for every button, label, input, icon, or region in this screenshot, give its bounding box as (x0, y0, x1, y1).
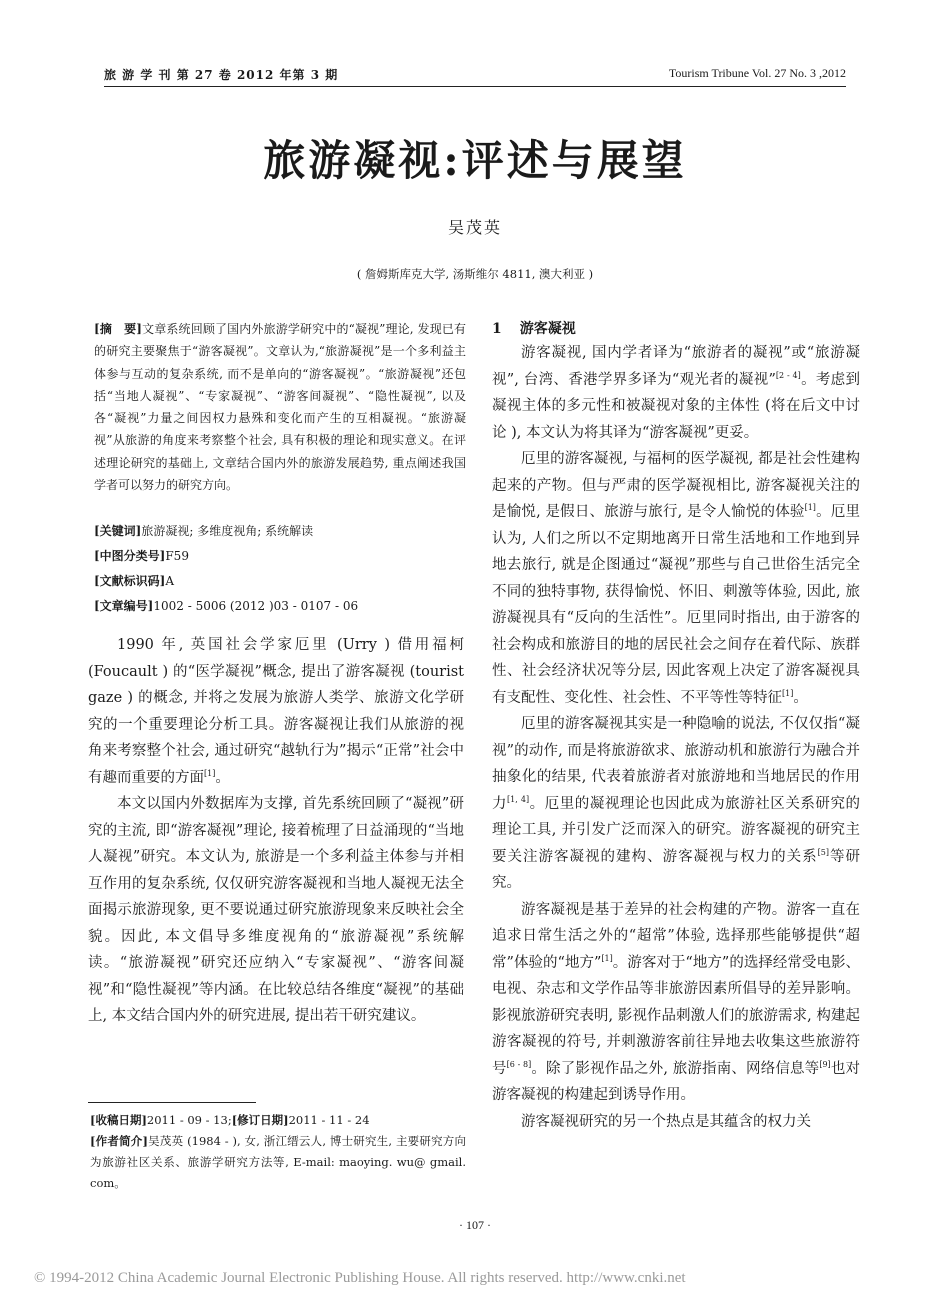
p4b: 。游客对于“地方”的选择经常受电影、电视、杂志和文学作品等非旅游因素所倡导的差异影响。影视旅游研究表明, 影视作品刺激人们的旅游需求, 构建起游客凝视的符号, 并刺激游客前往异地去收集这些旅游符号 (492, 954, 860, 1077)
citation: [1, 4] (507, 794, 530, 804)
section-number: 1 (492, 321, 502, 337)
keywords-line (94, 522, 466, 539)
header-rule (104, 86, 846, 87)
copyright-watermark: © 1994-2012 China Academic Journal Electronic Publishing House. All rights reserved. http://www.cnki.net (34, 1270, 686, 1286)
bio-text: 吴茂英 (1984 - ), 女, 浙江缙云人, 博士研究生, 主要研究方向为旅游社区关系、旅游学研究方法等, E-mail: maoying. wu@ gmail. com。 (90, 1134, 466, 1190)
citation: [1] (601, 953, 613, 963)
section-heading (492, 318, 594, 338)
revised-label: [修订日期] (231, 1113, 289, 1127)
section-title: 游客凝视 (519, 321, 576, 337)
footnote-rule (88, 1102, 256, 1103)
abstract-text: 文章系统回顾了国内外旅游学研究中的“凝视”理论, 发现已有的研究主要聚焦于“游客凝视”。文章认为,“旅游凝视”是一个多利益主体参与互动的复杂系统, 而不是单向的“游客凝视”。“旅游凝视”还包括“当地人凝视”、“专家凝视”、“游客间凝视”、“隐性凝视”, 以及各“凝视”力量之间因权力悬殊和变化而产生的互相凝视。“旅游凝视”从旅游的角度来考察整个社会, 具有积极的理论和现实意义。在评述理论研究的基础上, 文章结合国内外的旅游发展趋势, 重点阐述我国学者可以努力的研究方向。 (94, 322, 466, 493)
article-id-value: 1002 - 5006 (2012 )03 - 0107 - 06 (153, 599, 359, 613)
citation: [5] (817, 847, 829, 857)
citation: [1] (804, 503, 816, 513)
doc-code-line (94, 572, 466, 589)
article-id-line (94, 597, 466, 614)
citation: [2 - 4] (775, 370, 801, 380)
p4c: 。除了影视作品之外, 旅游指南、网络信息等 (531, 1060, 820, 1077)
p3a: 厄里的游客凝视其实是一种隐喻的说法, 不仅仅指“凝视”的动作, 而是将旅游欲求、旅游动机和旅游行为融合并抽象化的结果, 代表着旅游者对旅游地和当地居民的作用力 (492, 716, 860, 812)
received-date: 2011 - 09 - 13; (146, 1113, 232, 1127)
intro-paragraph-2: 本文以国内外数据库为支撑, 首先系统回顾了“凝视”研究的主流, 即“游客凝视”理论, 接着梳理了日益涌现的“当地人凝视”研究。本文认为, 旅游是一个多利益主体参与并相互作用的复杂系统, 仅仅研究游客凝视和当地人凝视无法全面揭示旅游现象, 更不要说通过研究旅游现象来反映社会全貌。因此, 本文倡导多维度视角的“旅游凝视”系统解读。“旅游凝视”研究还应纳入“专家凝视”、“游客间凝视”和“隐性凝视”等内涵。在比较总结各维度“凝视”的基础上, 本文结合国内外的研究进展, 提出若干研究建议。 (88, 796, 464, 1024)
dates-line (90, 1110, 466, 1131)
bio-label: [作者简介] (90, 1134, 148, 1148)
intro-paragraph-1 (88, 632, 464, 791)
p2c: 。 (793, 689, 808, 706)
section-paragraph-2 (492, 446, 860, 711)
page-number: · 107 · (459, 1218, 491, 1232)
p2b: 。厄里认为, 人们之所以不定期地离开日常生活地和工作地到异地去旅行, 就是企图通过“凝视”那些与自己世俗生活完全不同的独特事物, 获得愉悦、怀旧、刺激等体验, 因此, 旅游凝视具有“反向的生活性”。厄里同时指出, 由于游客的社会构成和旅游目的地的居民社会之间存在着代际、族群性、社会经济状况等分层, 因此客观上决定了游客凝视具有支配性、变化性、社会性、不平等性等特征 (492, 504, 861, 706)
received-label: [收稿日期] (90, 1113, 147, 1127)
p3c: 等研究。 (492, 848, 861, 891)
p1b: 。考虑到凝视主体的多元性和被凝视对象的主体性 (将在后文中讨论 ), 本文认为将其译为“游客凝视”更妥。 (492, 371, 860, 441)
intro-p1-text: 1990 年, 英国社会学家厄里 (Urry ) 借用福柯 (Foucault ) 的“医学凝视”概念, 提出了游客凝视 (tourist gaze ) 的概念, 并将之发展为旅游人类学、旅游文化学研究的一个重要理论分析工具。游客凝视让我们从旅游的视角来考察整个社会, 通过研究“越轨行为”揭示“正常”社会中有趣而重要的方面 (88, 637, 464, 786)
section-paragraph-5: 游客凝视研究的另一个热点是其蕴含的权力关 (521, 1113, 811, 1130)
article-author: 吴茂英 (447, 218, 502, 237)
article-title: 旅游凝视:评述与展望 (263, 136, 687, 185)
doc-code-label: [文献标识码] (94, 574, 166, 588)
body-right-column (492, 340, 860, 1135)
doc-code-value: A (165, 574, 175, 588)
citation: [9] (819, 1059, 831, 1069)
journal-header-cn: 旅 游 学 刊 第 27 卷 2012 年第 3 期 (104, 68, 339, 82)
citation: [6 - 8] (506, 1059, 532, 1069)
section-paragraph-1 (492, 340, 860, 446)
p1a: 游客凝视, 国内学者译为“旅游者的凝视”或“旅游凝视”, 台湾、香港学界多译为“观光者的凝视” (492, 345, 860, 388)
clc-label: [中图分类号] (94, 549, 166, 563)
p4d: 也对游客凝视的构建起到诱导作用。 (492, 1060, 861, 1103)
p3b: 。厄里的凝视理论也因此成为旅游社区关系研究的理论工具, 并引发广泛而深入的研究。游客凝视的研究主要关注游客凝视的建构、游客凝视与权力的关系 (492, 795, 861, 865)
keywords-text: 旅游凝视; 多维度视角; 系统解读 (141, 524, 314, 538)
article-id-label: [文章编号] (94, 599, 154, 613)
intro-p1-end: 。 (215, 769, 230, 786)
clc-line (94, 547, 466, 564)
citation: [1] (782, 688, 794, 698)
journal-header-en: Tourism Tribune Vol. 27 No. 3 ,2012 (668, 66, 846, 80)
citation: [1] (204, 768, 216, 778)
author-bio (90, 1131, 466, 1194)
author-affiliation: ( 詹姆斯库克大学, 汤斯维尔 4811, 澳大利亚 ) (356, 267, 594, 281)
abstract (94, 318, 466, 496)
section-paragraph-4 (492, 897, 860, 1109)
keywords-label: [关键词] (94, 524, 142, 538)
footnote (90, 1110, 466, 1194)
clc-value: F59 (165, 549, 189, 563)
p2a: 厄里的游客凝视, 与福柯的医学凝视, 都是社会性建构起来的产物。但与严肃的医学凝视相比, 游客凝视关注的是愉悦, 是假日、旅游与旅行, 是令人愉悦的体验 (492, 451, 860, 520)
section-paragraph-3 (492, 711, 860, 897)
body-left-column (88, 632, 464, 1030)
p4a: 游客凝视是基于差异的社会构建的产物。游客一直在追求日常生活之外的“超常”体验, 选择那些能够提供“超常”体验的“地方” (492, 901, 860, 971)
abstract-label: [摘 要] (94, 322, 142, 336)
revised-date: 2011 - 11 - 24 (288, 1113, 370, 1127)
